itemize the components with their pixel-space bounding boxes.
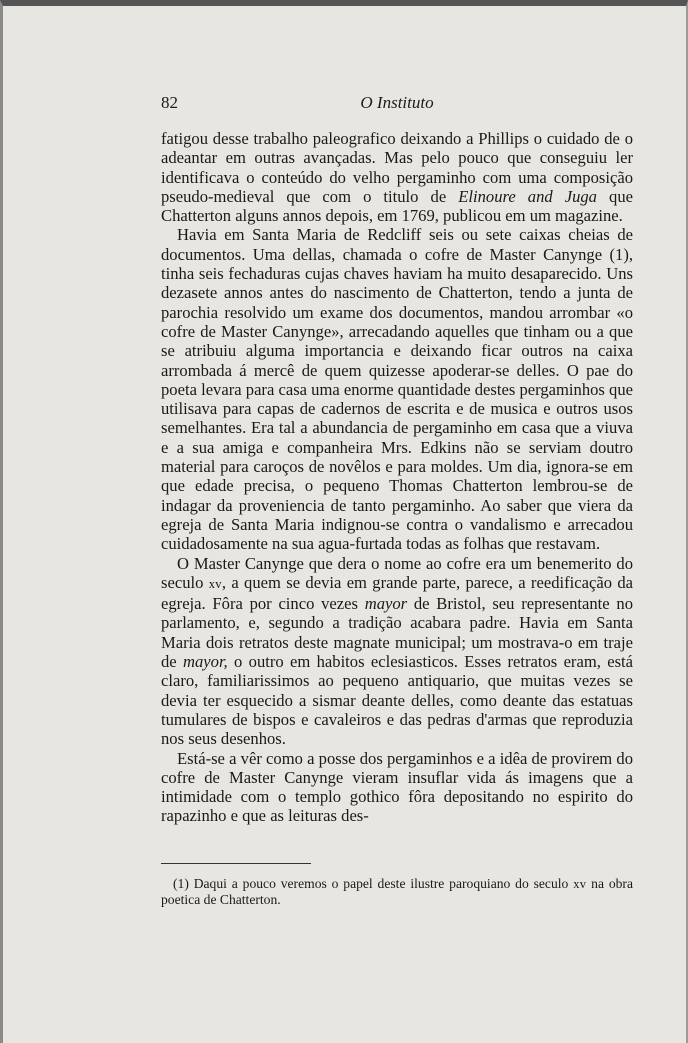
footnote-century-numeral: xv <box>573 877 587 891</box>
paragraph-4: Está-se a vêr como a posse dos pergaminhos e a idêa de provirem do cofre de Master Canynge vieram insuflar vida ás imagens que a intimidade com o templo gothico fôra depositando no espirito do rapazinho e que as leituras des- <box>161 748 633 826</box>
page-number: 82 <box>161 93 178 112</box>
page-header <box>161 93 633 117</box>
paragraph-3-text-d: o outro em habitos eclesiasticos. Esses retratos eram, está claro, familiarissimos ao pequeno antiquario, que muitas vezes se devia ter esquecido a sismar deante delles, como deante das estatuas tumulares de bispos e cavaleiros e das pedras d'armas que reproduzia nos seus desenhos. <box>161 652 633 749</box>
paragraph-3-text-a: O Master Canynge que dera o nome ao cofre era um benemerito do seculo <box>161 553 633 592</box>
paragraph-3 <box>161 554 633 749</box>
paragraph-1-text-a: fatigou desse trabalho paleografico deixando a Phillips o cuidado de o adeantar em outras avançadas. Mas pelo pouco que conseguiu ler identificava o conteúdo do velho pergaminho com uma composição pseudo-medieval que com o titulo de <box>161 129 633 206</box>
paragraph-2: Havia em Santa Maria de Redcliff seis ou sete caixas cheias de documentos. Uma dellas, chamada o cofre de Master Canynge (1), tinha seis fechaduras cujas chaves haviam ha muito desaparecido. Uns dezasete annos antes do nascimento de Chatterton, tendo a junta de parochia resolvido um exame dos documentos, mandou arrombar «o cofre de Master Canynge», arrecadando aquelles que tinham ou a que se atribuiu alguma importancia e deixando ficar outros na caixa arrombada á mercê de quem quizesse apoderar-se delles. O pae do poeta levara para casa uma enorme quantidade destes pergaminhos que utilisava para capas de cadernos de escrita e de musica e outros usos semelhantes. Era tal a abundancia de pergaminho em casa que a viuva e a sua amiga e companheira Mrs. Edkins não se serviam doutro material para caroços de novêlos e para moldes. Um dia, ignora-se em que edade precisa, o pequeno Thomas Chatterton lembrou-se de indagar da proveniencia de tanto pergaminho. Ao saber que viera da egreja de Santa Maria indignou-se contra o vandalismo e arrecadou cuidadosamente na sua agua-furtada todas as folhas que restavam. <box>161 225 633 554</box>
paragraph-1-text-b: que Chatterton alguns annos depois, em 1769, publicou em um magazine. <box>161 186 634 226</box>
footnote-text-a: (1) Daqui a pouco veremos o papel deste ilustre paroquiano do seculo <box>173 876 574 891</box>
footnote-text-b: na obra poetica de Chatterton. <box>161 876 633 907</box>
footnote-divider <box>161 863 311 864</box>
paragraph-3-text-c: de Bristol, seu representante no parlamento, e, segundo a tradição acabara padre. Havia em Santa Maria dois retratos deste magnate municipal; um mostrava-o em traje de <box>161 594 633 672</box>
mayor-term: mayor, <box>183 652 228 672</box>
paragraph-3-text-b: , a quem se devia em grande parte, parece, a reedificação da egreja. Fôra por cinco vezes <box>161 572 633 614</box>
mayor-term: mayor <box>364 594 408 614</box>
paragraph-1 <box>161 129 633 225</box>
poem-title: Elinoure and Juga <box>458 186 597 206</box>
century-numeral: xv <box>208 576 222 591</box>
running-title: O Instituto <box>360 93 434 112</box>
body-text <box>161 129 633 826</box>
footnote <box>161 876 633 908</box>
